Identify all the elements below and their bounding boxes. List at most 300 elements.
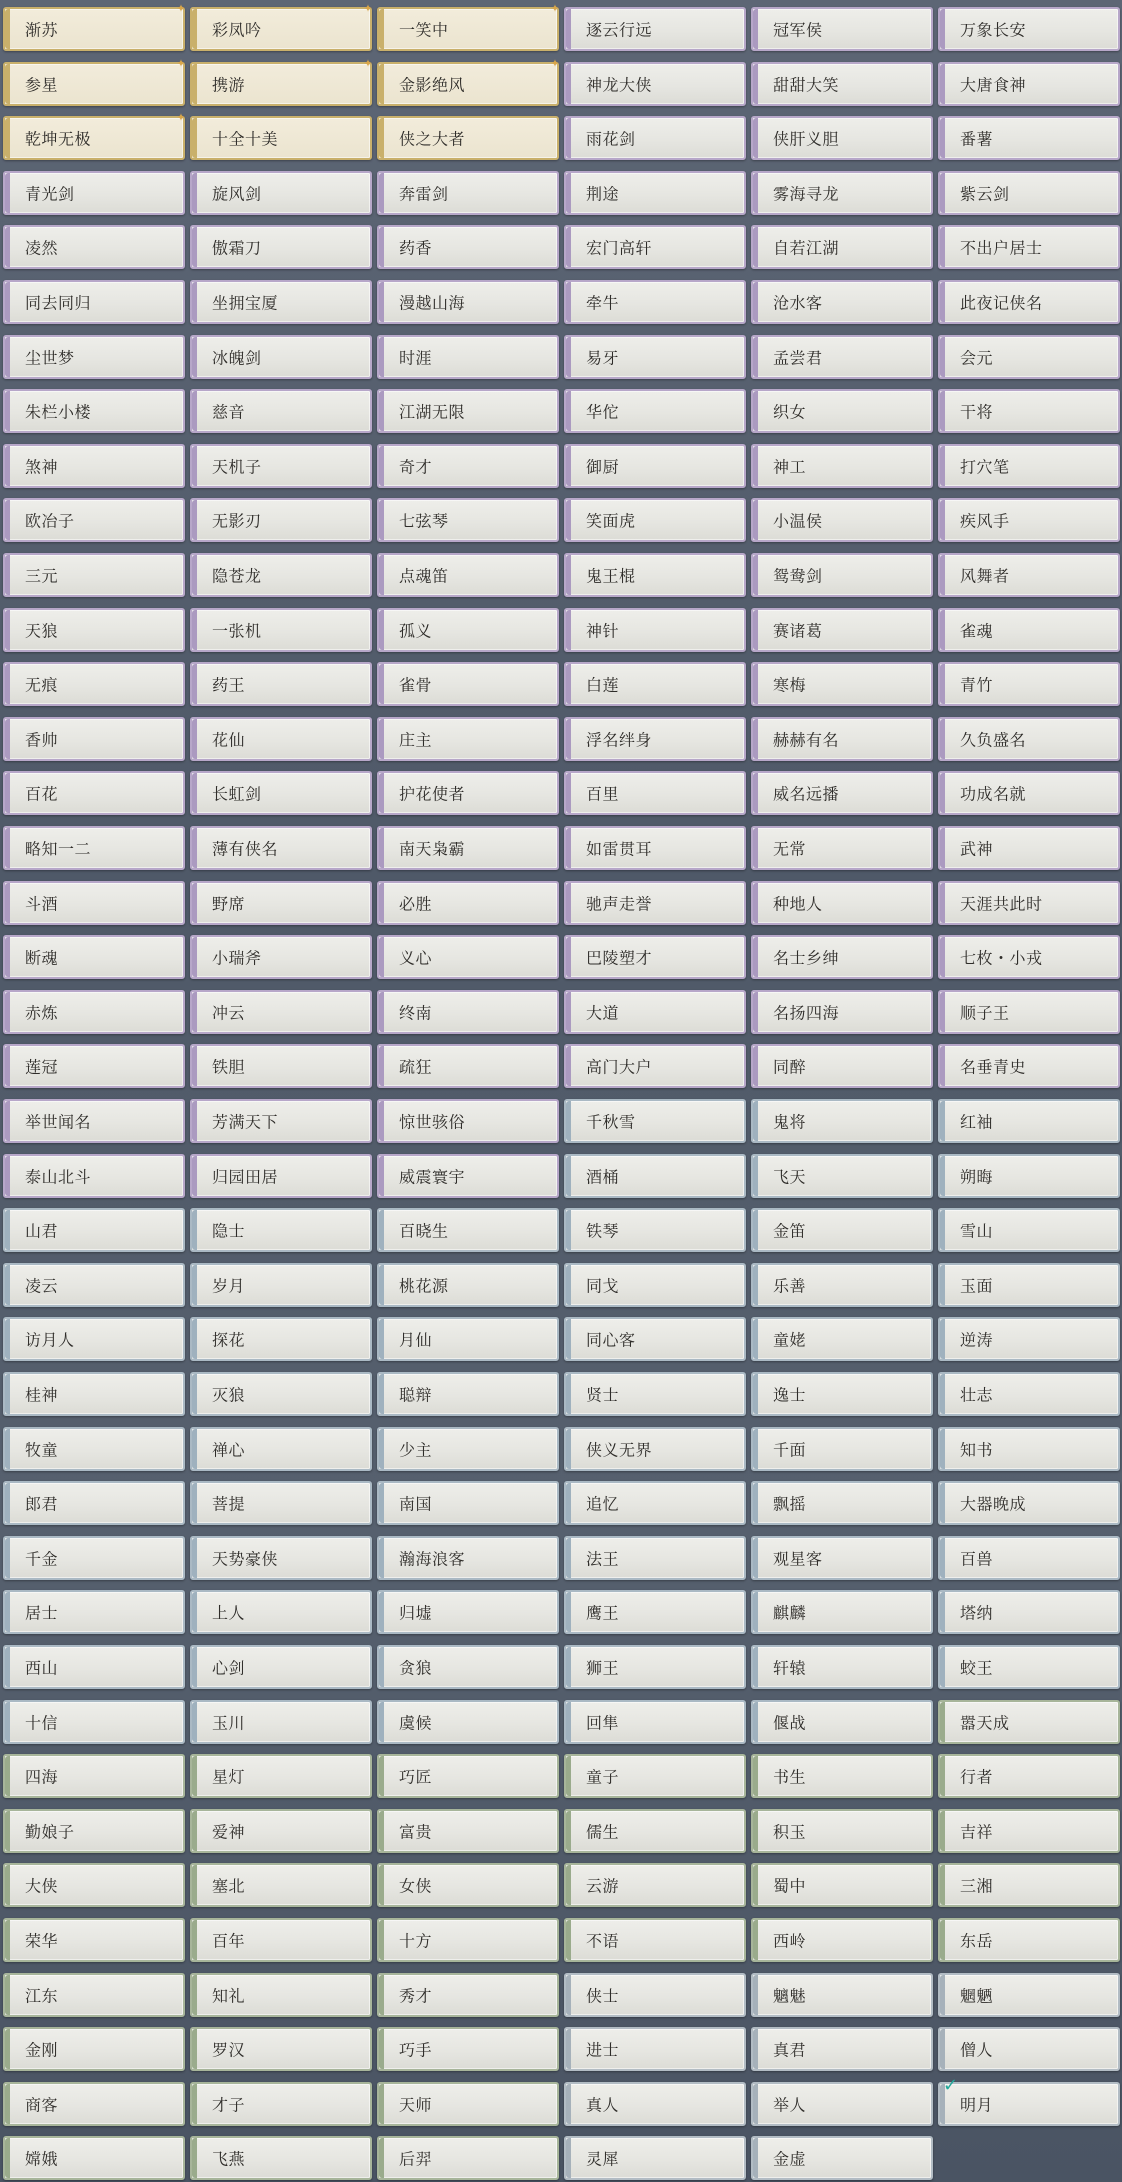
title-slot[interactable]: [190, 1645, 372, 1689]
tier-stripe: [940, 1483, 945, 1523]
title-slot[interactable]: [377, 335, 559, 379]
title-slot[interactable]: [190, 717, 372, 761]
title-slot[interactable]: [3, 1645, 185, 1689]
title-slot[interactable]: [190, 2027, 372, 2071]
title-slot[interactable]: [751, 2027, 933, 2071]
tier-stripe: [940, 1374, 945, 1414]
title-slot[interactable]: [3, 553, 185, 597]
tier-stripe: [379, 773, 384, 813]
title-slot[interactable]: [938, 1863, 1120, 1907]
title-slot[interactable]: [751, 2082, 933, 2126]
title-slot[interactable]: [190, 280, 372, 324]
title-slot[interactable]: [190, 2082, 372, 2126]
title-slot[interactable]: [751, 62, 933, 106]
tier-stripe: [5, 1756, 10, 1796]
title-label: 真君: [773, 2040, 807, 2060]
title-slot[interactable]: [377, 280, 559, 324]
title-slot[interactable]: [751, 1427, 933, 1471]
title-slot[interactable]: [3, 225, 185, 269]
title-slot[interactable]: [190, 1809, 372, 1853]
title-slot[interactable]: [938, 990, 1120, 1034]
title-slot[interactable]: [564, 881, 746, 925]
title-label: 会元: [960, 348, 994, 368]
title-slot[interactable]: [564, 171, 746, 215]
tier-stripe: [566, 883, 571, 923]
title-slot[interactable]: [938, 498, 1120, 542]
title-slot[interactable]: [751, 881, 933, 925]
tier-stripe: [753, 173, 758, 213]
title-label: 花仙: [212, 730, 246, 750]
title-slot[interactable]: [938, 935, 1120, 979]
title-slot[interactable]: [751, 1754, 933, 1798]
title-slot[interactable]: [751, 1590, 933, 1634]
title-label: 江湖无限: [399, 402, 466, 422]
title-slot[interactable]: [938, 1317, 1120, 1361]
title-slot[interactable]: [938, 608, 1120, 652]
title-slot[interactable]: [938, 1208, 1120, 1252]
title-label: 种地人: [773, 894, 823, 914]
title-slot[interactable]: [564, 1372, 746, 1416]
title-slot[interactable]: [377, 826, 559, 870]
title-slot[interactable]: [190, 1700, 372, 1744]
title-slot[interactable]: [564, 1208, 746, 1252]
title-slot[interactable]: [564, 2027, 746, 2071]
title-slot[interactable]: [751, 1918, 933, 1962]
title-slot[interactable]: [751, 717, 933, 761]
title-slot[interactable]: [751, 116, 933, 160]
title-slot[interactable]: [190, 1208, 372, 1252]
tier-stripe: [940, 1647, 945, 1687]
title-slot[interactable]: [938, 116, 1120, 160]
title-slot[interactable]: [938, 881, 1120, 925]
title-slot[interactable]: [564, 116, 746, 160]
title-slot[interactable]: [377, 2136, 559, 2180]
title-slot[interactable]: [3, 1154, 185, 1198]
tier-stripe: [940, 719, 945, 759]
title-slot[interactable]: [377, 2027, 559, 2071]
tier-stripe: [5, 610, 10, 650]
title-slot[interactable]: [377, 1918, 559, 1962]
title-slot[interactable]: [564, 771, 746, 815]
title-slot[interactable]: [938, 826, 1120, 870]
tier-stripe: [753, 1156, 758, 1196]
title-slot[interactable]: [190, 553, 372, 597]
title-slot[interactable]: [3, 1754, 185, 1798]
tier-stripe: [5, 664, 10, 704]
title-slot[interactable]: [564, 62, 746, 106]
tier-stripe: [5, 1483, 10, 1523]
title-label: 渐苏: [25, 20, 59, 40]
title-slot[interactable]: [190, 2, 373, 51]
title-slot[interactable]: [377, 225, 559, 269]
title-slot[interactable]: [190, 881, 372, 925]
title-slot[interactable]: [751, 1372, 933, 1416]
title-slot[interactable]: [938, 389, 1120, 433]
title-slot[interactable]: [3, 498, 185, 542]
title-slot[interactable]: [190, 771, 372, 815]
title-slot[interactable]: [564, 7, 746, 51]
title-slot[interactable]: [3, 1863, 185, 1907]
title-slot[interactable]: [938, 1481, 1120, 1525]
title-label: 薄有侠名: [212, 839, 279, 859]
title-slot[interactable]: [564, 498, 746, 542]
title-slot[interactable]: [377, 1809, 559, 1853]
title-slot[interactable]: [190, 1863, 372, 1907]
title-label: 香帅: [25, 730, 59, 750]
title-slot[interactable]: [377, 1154, 559, 1198]
title-slot[interactable]: [564, 717, 746, 761]
title-slot[interactable]: [751, 389, 933, 433]
title-slot[interactable]: [751, 826, 933, 870]
title-slot[interactable]: [938, 1099, 1120, 1143]
title-slot[interactable]: [190, 444, 372, 488]
title-label: 雀骨: [399, 675, 433, 695]
title-slot[interactable]: [3, 1481, 185, 1525]
title-slot[interactable]: [3, 1700, 185, 1744]
title-slot[interactable]: [377, 389, 559, 433]
title-label: 灭狼: [212, 1385, 246, 1405]
title-slot[interactable]: [938, 771, 1120, 815]
title-slot[interactable]: [938, 171, 1120, 215]
tier-stripe: [566, 64, 571, 104]
title-slot[interactable]: [3, 1973, 185, 2017]
title-label: 飞燕: [212, 2149, 246, 2169]
title-slot[interactable]: [938, 2027, 1120, 2071]
title-slot[interactable]: [751, 335, 933, 379]
title-slot[interactable]: [938, 1154, 1120, 1198]
title-slot[interactable]: [751, 1044, 933, 1088]
title-slot[interactable]: [938, 1263, 1120, 1307]
tier-stripe: [940, 1865, 945, 1905]
title-slot[interactable]: [564, 1536, 746, 1580]
title-slot[interactable]: [751, 935, 933, 979]
tier-stripe: [5, 337, 10, 377]
title-label: 奇才: [399, 457, 433, 477]
title-slot[interactable]: [377, 771, 559, 815]
title-slot[interactable]: [3, 2136, 185, 2180]
title-slot[interactable]: [938, 7, 1120, 51]
title-slot[interactable]: [938, 553, 1120, 597]
title-slot[interactable]: [377, 1044, 559, 1088]
title-slot[interactable]: [564, 1809, 746, 1853]
title-slot[interactable]: [3, 57, 186, 106]
title-label: 知礼: [212, 1986, 246, 2006]
title-slot[interactable]: [377, 1700, 559, 1744]
title-slot[interactable]: [377, 1481, 559, 1525]
title-slot[interactable]: [564, 1863, 746, 1907]
title-slot[interactable]: [751, 1263, 933, 1307]
title-slot[interactable]: [3, 171, 185, 215]
title-slot[interactable]: [190, 1973, 372, 2017]
title-label: 商客: [25, 2095, 59, 2115]
title-label: 凌然: [25, 238, 59, 258]
title-slot[interactable]: [564, 1754, 746, 1798]
title-slot[interactable]: [3, 1427, 185, 1471]
tier-stripe: [379, 446, 384, 486]
title-label: 雾海寻龙: [773, 184, 840, 204]
tier-stripe: [5, 1811, 10, 1851]
title-slot[interactable]: [564, 662, 746, 706]
title-slot[interactable]: [190, 335, 372, 379]
title-slot[interactable]: [564, 1918, 746, 1962]
title-slot[interactable]: [190, 1154, 372, 1198]
title-slot[interactable]: [751, 1645, 933, 1689]
title-slot[interactable]: [190, 1536, 372, 1580]
title-label: 三元: [25, 566, 59, 586]
tier-stripe: [5, 937, 10, 977]
title-slot[interactable]: [751, 608, 933, 652]
title-slot[interactable]: [3, 1372, 185, 1416]
title-slot[interactable]: [751, 1809, 933, 1853]
title-slot[interactable]: [564, 1590, 746, 1634]
title-slot[interactable]: [3, 2082, 185, 2126]
title-slot[interactable]: [564, 1427, 746, 1471]
title-label: 贪狼: [399, 1658, 433, 1678]
title-slot[interactable]: [564, 1154, 746, 1198]
title-slot[interactable]: [938, 280, 1120, 324]
title-slot[interactable]: [377, 1536, 559, 1580]
sparkle-icon: ✦: [363, 57, 373, 70]
title-slot[interactable]: [564, 335, 746, 379]
title-slot[interactable]: [751, 444, 933, 488]
title-slot[interactable]: [938, 1918, 1120, 1962]
title-slot[interactable]: [3, 335, 185, 379]
title-slot[interactable]: [751, 1481, 933, 1525]
title-slot[interactable]: [3, 990, 185, 1034]
title-slot[interactable]: [190, 1099, 372, 1143]
title-slot[interactable]: [3, 717, 185, 761]
title-slot[interactable]: [3, 2027, 185, 2071]
title-slot[interactable]: [938, 1700, 1120, 1744]
tier-stripe: [940, 118, 945, 158]
title-slot[interactable]: [751, 2136, 933, 2180]
title-slot[interactable]: [377, 2082, 559, 2126]
title-label: 魍魉: [960, 1986, 994, 2006]
title-slot[interactable]: [564, 826, 746, 870]
tier-stripe: [566, 555, 571, 595]
title-slot[interactable]: [3, 1918, 185, 1962]
tier-stripe: [753, 773, 758, 813]
tier-stripe: [753, 1975, 758, 2015]
title-slot[interactable]: [938, 225, 1120, 269]
title-slot[interactable]: [751, 1154, 933, 1198]
title-slot[interactable]: [751, 1863, 933, 1907]
title-slot[interactable]: [938, 444, 1120, 488]
title-slot[interactable]: [377, 662, 559, 706]
title-slot[interactable]: [751, 1536, 933, 1580]
title-label: 织女: [773, 402, 807, 422]
tier-stripe: [566, 1702, 571, 1742]
title-label: 归墟: [399, 1603, 433, 1623]
title-slot[interactable]: [938, 335, 1120, 379]
title-slot[interactable]: [564, 444, 746, 488]
title-slot[interactable]: [190, 826, 372, 870]
title-slot[interactable]: [190, 1317, 372, 1361]
title-slot[interactable]: [377, 1427, 559, 1471]
title-slot[interactable]: [564, 1263, 746, 1307]
title-slot[interactable]: [377, 717, 559, 761]
title-slot[interactable]: [564, 990, 746, 1034]
title-slot[interactable]: [377, 2, 560, 51]
title-slot[interactable]: [377, 1754, 559, 1798]
title-slot[interactable]: [3, 826, 185, 870]
title-slot[interactable]: [190, 1372, 372, 1416]
title-slot[interactable]: [564, 225, 746, 269]
title-slot[interactable]: [938, 717, 1120, 761]
title-slot[interactable]: [3, 2, 186, 51]
title-slot[interactable]: [751, 990, 933, 1034]
title-slot[interactable]: [3, 444, 185, 488]
tier-stripe: [940, 1538, 945, 1578]
title-label: 七弦琴: [399, 511, 449, 531]
title-slot[interactable]: [3, 1044, 185, 1088]
title-slot[interactable]: [564, 608, 746, 652]
title-slot[interactable]: [190, 1427, 372, 1471]
title-slot[interactable]: [190, 1754, 372, 1798]
title-slot[interactable]: [190, 990, 372, 1034]
title-slot[interactable]: [3, 935, 185, 979]
title-slot[interactable]: [751, 662, 933, 706]
title-slot[interactable]: [3, 662, 185, 706]
title-slot[interactable]: [938, 1044, 1120, 1088]
title-slot[interactable]: [564, 280, 746, 324]
title-slot[interactable]: [377, 990, 559, 1034]
title-slot[interactable]: [377, 444, 559, 488]
title-slot[interactable]: [938, 1590, 1120, 1634]
title-slot[interactable]: [564, 1645, 746, 1689]
title-slot[interactable]: [938, 1754, 1120, 1798]
title-slot[interactable]: [751, 1208, 933, 1252]
title-slot[interactable]: [377, 1317, 559, 1361]
title-slot[interactable]: [751, 225, 933, 269]
title-slot[interactable]: [377, 1263, 559, 1307]
title-slot[interactable]: [938, 2075, 1120, 2126]
title-slot[interactable]: [3, 1590, 185, 1634]
title-slot[interactable]: [751, 498, 933, 542]
title-slot[interactable]: [564, 1481, 746, 1525]
title-slot[interactable]: [751, 171, 933, 215]
tier-stripe: [5, 227, 10, 267]
title-slot[interactable]: [3, 881, 185, 925]
title-slot[interactable]: [751, 553, 933, 597]
title-label: 罗汉: [212, 2040, 246, 2060]
title-slot[interactable]: [751, 1973, 933, 2017]
title-slot[interactable]: [564, 1317, 746, 1361]
title-label: 富贵: [399, 1822, 433, 1842]
title-slot[interactable]: [3, 389, 185, 433]
tier-stripe: [192, 1865, 197, 1905]
title-slot[interactable]: [190, 662, 372, 706]
title-slot[interactable]: [377, 1372, 559, 1416]
tier-stripe: [192, 1101, 197, 1141]
title-slot[interactable]: [3, 1809, 185, 1853]
title-slot[interactable]: [190, 57, 373, 106]
title-slot[interactable]: [190, 171, 372, 215]
title-slot[interactable]: [377, 935, 559, 979]
title-slot[interactable]: [377, 1645, 559, 1689]
title-slot[interactable]: [377, 57, 560, 106]
title-slot[interactable]: [3, 1317, 185, 1361]
title-slot[interactable]: [564, 389, 746, 433]
title-slot[interactable]: [377, 1863, 559, 1907]
title-slot[interactable]: [564, 935, 746, 979]
title-slot[interactable]: [564, 1044, 746, 1088]
title-slot[interactable]: [190, 1263, 372, 1307]
tier-stripe: [940, 9, 945, 49]
title-slot[interactable]: [377, 1973, 559, 2017]
title-slot[interactable]: [751, 7, 933, 51]
title-slot[interactable]: [190, 116, 372, 160]
title-slot[interactable]: [377, 1208, 559, 1252]
title-slot[interactable]: [751, 280, 933, 324]
title-slot[interactable]: [190, 935, 372, 979]
title-label: 惊世骇俗: [399, 1112, 466, 1132]
tier-stripe: [379, 1374, 384, 1414]
title-slot[interactable]: [190, 1590, 372, 1634]
title-slot[interactable]: [751, 1099, 933, 1143]
title-slot[interactable]: [377, 171, 559, 215]
title-slot[interactable]: [190, 2136, 372, 2180]
title-slot[interactable]: [377, 1590, 559, 1634]
title-slot[interactable]: [377, 881, 559, 925]
title-label: 彩凤吟: [212, 20, 262, 40]
title-label: 坐拥宝厦: [212, 293, 279, 313]
title-slot[interactable]: [377, 116, 559, 160]
title-slot[interactable]: [3, 1263, 185, 1307]
title-slot[interactable]: [3, 1208, 185, 1252]
title-slot[interactable]: [938, 1645, 1120, 1689]
title-slot[interactable]: [377, 498, 559, 542]
title-label: 明月: [960, 2095, 994, 2115]
title-slot[interactable]: [3, 608, 185, 652]
title-slot[interactable]: [3, 771, 185, 815]
title-slot[interactable]: [190, 389, 372, 433]
title-slot[interactable]: [377, 1099, 559, 1143]
title-label: 万象长安: [960, 20, 1027, 40]
title-slot[interactable]: [564, 553, 746, 597]
title-slot[interactable]: [938, 1973, 1120, 2017]
title-slot[interactable]: [564, 1099, 746, 1143]
title-slot[interactable]: [377, 608, 559, 652]
title-slot[interactable]: [938, 1536, 1120, 1580]
title-slot[interactable]: [938, 1809, 1120, 1853]
title-slot[interactable]: [190, 225, 372, 269]
title-slot[interactable]: [190, 1044, 372, 1088]
title-slot[interactable]: [3, 1099, 185, 1143]
title-slot[interactable]: [3, 280, 185, 324]
title-slot[interactable]: [190, 608, 372, 652]
title-slot[interactable]: [751, 771, 933, 815]
title-slot[interactable]: [751, 1700, 933, 1744]
title-slot[interactable]: [190, 1918, 372, 1962]
title-slot[interactable]: [938, 1372, 1120, 1416]
title-slot[interactable]: [190, 1481, 372, 1525]
title-slot[interactable]: [3, 111, 186, 160]
title-label: 酒桶: [586, 1167, 620, 1187]
title-slot[interactable]: [938, 662, 1120, 706]
title-slot[interactable]: [751, 1317, 933, 1361]
title-slot[interactable]: [377, 553, 559, 597]
title-slot[interactable]: [564, 2136, 746, 2180]
title-slot[interactable]: [938, 1427, 1120, 1471]
title-slot[interactable]: [564, 1973, 746, 2017]
title-slot[interactable]: [190, 498, 372, 542]
title-slot[interactable]: [564, 1700, 746, 1744]
title-slot[interactable]: [564, 2082, 746, 2126]
title-slot[interactable]: [3, 1536, 185, 1580]
title-label: 十信: [25, 1713, 59, 1733]
title-slot[interactable]: [938, 62, 1120, 106]
